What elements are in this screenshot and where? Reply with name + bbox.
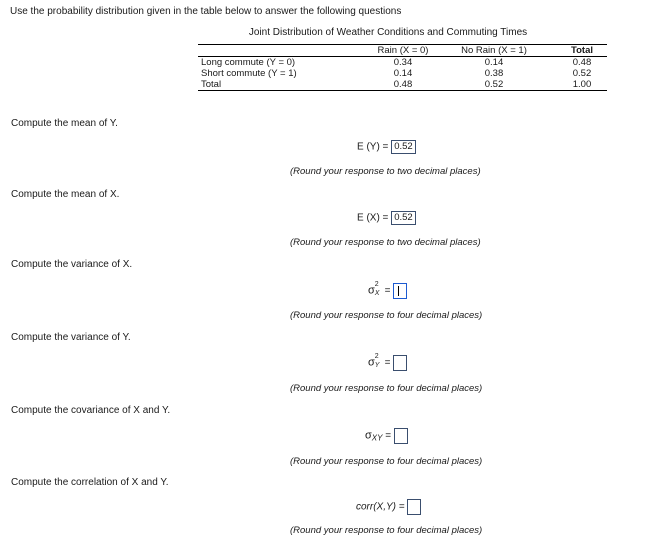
mean-y-equation xyxy=(357,140,416,154)
instructions-text: Use the probability distribution given in the table below to answer the following questions xyxy=(10,6,402,17)
superscript-subscript: 2 X xyxy=(374,281,380,297)
variance-y-answer-field[interactable] xyxy=(393,355,407,371)
table-cell: 0.52 xyxy=(442,79,546,91)
question-prompt: Compute the mean of X. xyxy=(11,189,120,200)
table-cell: 1.00 xyxy=(546,79,607,91)
equation-lhs: E (Y) = xyxy=(357,141,389,153)
question-prompt: Compute the covariance of X and Y. xyxy=(11,405,171,416)
row-label: Total xyxy=(198,79,364,91)
table-header-cell: Total xyxy=(546,45,607,57)
rounding-hint: (Round your response to four decimal places) xyxy=(290,525,483,536)
question-prompt: Compute the variance of Y. xyxy=(11,332,131,343)
mean-x-answer-field[interactable]: 0.52 xyxy=(391,211,416,225)
row-label: Long commute (Y = 0) xyxy=(201,57,296,68)
subscript: XY xyxy=(371,433,383,443)
rounding-hint: (Round your response to two decimal places) xyxy=(290,237,481,248)
table-header-cell: Rain (X = 0) xyxy=(364,45,442,57)
mean-y-answer-field[interactable]: 0.52 xyxy=(391,140,416,154)
rounding-hint: (Round your response to four decimal places) xyxy=(290,310,483,321)
equals-sign: = xyxy=(384,357,391,369)
question-prompt: Compute the correlation of X and Y. xyxy=(11,477,169,488)
sigma-symbol: σ xyxy=(368,284,375,297)
table-cell: 0.48 xyxy=(572,57,592,68)
correlation-equation xyxy=(356,499,421,515)
covariance-equation xyxy=(365,428,408,444)
sigma-symbol: σ xyxy=(368,356,375,369)
sigma-symbol: σ xyxy=(365,429,372,442)
variance-x-equation xyxy=(368,283,407,299)
rounding-hint: (Round your response to two decimal places) xyxy=(290,166,481,177)
equation-lhs: E (X) = xyxy=(357,212,389,224)
mean-x-equation xyxy=(357,211,416,225)
table-header-cell: No Rain (X = 1) xyxy=(442,45,546,57)
table-row xyxy=(198,68,607,79)
table-cell: 0.14 xyxy=(484,57,504,68)
table-header-row xyxy=(198,45,607,57)
covariance-answer-field[interactable] xyxy=(394,428,408,444)
question-prompt: Compute the variance of X. xyxy=(11,259,133,270)
table-cell: 0.48 xyxy=(364,79,442,91)
table-total-row xyxy=(198,79,607,91)
table-cell: 0.52 xyxy=(572,68,592,79)
rounding-hint: (Round your response to four decimal places) xyxy=(290,383,483,394)
variance-x-answer-field[interactable] xyxy=(393,283,407,299)
question-prompt: Compute the mean of Y. xyxy=(11,118,118,129)
variance-y-equation xyxy=(368,355,407,371)
joint-distribution-table xyxy=(198,44,607,91)
table-cell: 0.34 xyxy=(393,57,413,68)
table-cell: 0.38 xyxy=(484,68,504,79)
equals-sign: = xyxy=(385,430,392,442)
row-label: Short commute (Y = 1) xyxy=(201,68,297,79)
equals-sign: = xyxy=(384,285,391,297)
equation-lhs: corr(X,Y) = xyxy=(356,501,405,513)
correlation-answer-field[interactable] xyxy=(407,499,421,515)
table-row xyxy=(198,57,607,69)
table-cell: 0.14 xyxy=(393,68,413,79)
table-header-cell xyxy=(198,45,364,57)
rounding-hint: (Round your response to four decimal places) xyxy=(290,456,483,467)
superscript-subscript: 2 Y xyxy=(374,353,380,369)
table-title: Joint Distribution of Weather Conditions and Commuting Times xyxy=(248,27,528,38)
